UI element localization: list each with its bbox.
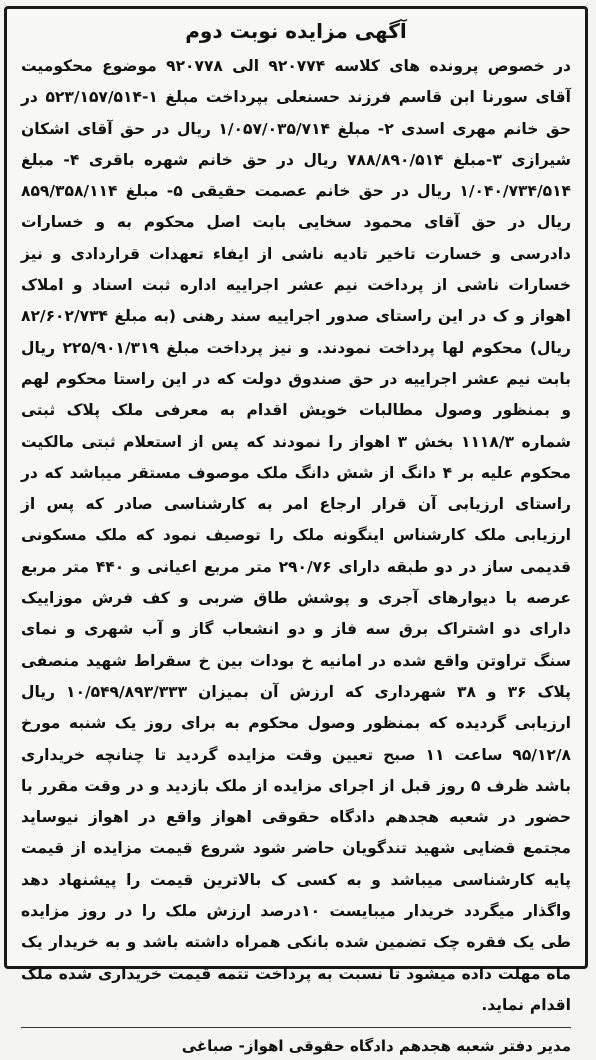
notice-body: در خصوص پرونده های کلاسه ۹۲۰۷۷۴ الی ۹۲۰۷۷۸ موضوع محکومیت آقای سورنا ابن قاسم فرزند حسنعلی بپرداخت مبلغ ۱-۵۲۳/۱۵۷/۵۱۴ در حق خانم مهری اسدی ۲- مبلغ ۱/۰۵۷/۰۳۵/۷۱۴ ریال در حق آقای اشکان شیرازی ۳-مبلغ ۷۸۸/۸۹۰/۵۱۴ ریال در حق خانم شهره باقری ۴- مبلغ ۱/۰۴۰/۷۳۴/۵۱۴ ریال در حق خانم عصمت حقیقی ۵- مبلغ ۸۵۹/۳۵۸/۱۱۴ ریال در حق آقای محمود سخایی بابت اصل محکوم به و خسارات دادرسی و خسارت تاخیر تادیه ناشی از ایفاء تعهدات قراردادی و نیز خسارات ناشی از پرداخت نیم عشر اجراییه اداره ثبت اسناد و املاک اهواز و ک در این راستای صدور اجراییه سند رهنی (به مبلغ ۸۲/۶۰۲/۷۳۴ ریال) محکوم لها پرداخت نمودند. و نیز پرداخت مبلغ ۲۲۵/۹۰۱/۳۱۹ ریال بابت نیم عشر اجراییه در حق صندوق دولت که در این راستا محکوم لهم و بمنظور وصول مطالبات خویش اقدام به معرفی ملک پلاک ثبتی شماره ۱۱۱۸/۳ بخش ۳ اهواز را نمودند که پس از استعلام ثبتی مالکیت محکوم علیه بر ۴ دانگ از شش دانگ ملک موصوف مستقر میباشد که در راستای ارزیابی آن قرار ارجاع امر به کارشناسی صادر که پس از ارزیابی ملک کارشناس اینگونه ملک را توصیف نمود که ملک مسکونی قدیمی ساز در دو طبقه دارای ۲۹۰/۷۶ متر مربع اعیانی و ۴۴۰ متر مربع عرصه با دیوارهای آجری و پوشش طاق ضربی و کف فرش موزاییک دارای دو اشتراک برق سه فاز و دو انشعاب گاز و آب شهری و نمای سنگ تراوتن واقع شده در امانیه خ بودات بین خ سقراط شهید منصفی پلاک ۳۶ و ۳۸ شهرداری که ارزش آن بمیزان ۱۰/۵۴۹/۸۹۳/۳۳۳ ریال ارزیابی گردیده که بمنظور وصول محکوم به برای روز یک شنبه مورخ ۹۵/۱۲/۸ ساعت ۱۱ صبح تعیین وقت مزایده گردید تا چنانچه خریداری باشد ظرف ۵ روز قبل از اجرای مزایده از ملک بازدید و در وقت مقرر با حضور در شعبه هجدهم دادگاه حقوقی اهواز واقع در اهواز نیوساید مجتمع قضایی شهید تندگویان حاضر شود شروع قیمت مزایده از قیمت پایه کارشناسی میباشد و به کسی ک بالاترین قیمت را پیشنهاد دهد واگذار میگردد خریدار میبایست ۱۰درصد ارزش ملک را در روز مزایده طی یک فقره چک تضمین شده بانکی همراه داشته باشد و به خریدار یک ماه مهلت داده میشود تا نسبت به پرداخت تتمه قیمت خریداری شده ملک اقدام نماید.: [21, 57, 572, 1014]
signature-divider: [21, 1027, 571, 1028]
notice-title: آگهی مزایده نوبت دوم: [185, 19, 407, 43]
notice-signature: مدیر دفتر شعبه هجدهم دادگاه حقوقی اهواز- صباغی: [181, 1037, 571, 1056]
auction-notice: [4, 6, 588, 1056]
